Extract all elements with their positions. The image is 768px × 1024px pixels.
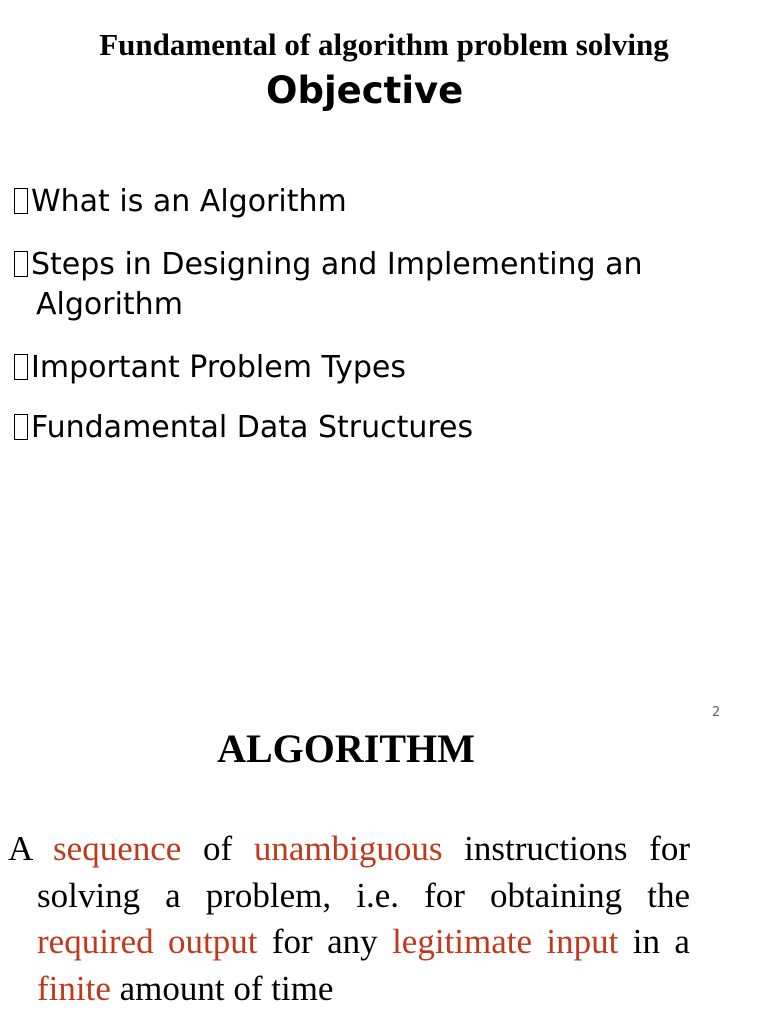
missing-glyph-bullet-icon: [14, 414, 28, 440]
highlight-term: sequence: [53, 829, 182, 868]
bullet-label: Steps in Designing and Implementing an: [31, 247, 643, 282]
bullet-label: What is an Algorithm: [31, 184, 347, 219]
highlight-term: unambiguous: [253, 829, 443, 868]
bullet-item-what-is-algorithm: [14, 182, 347, 222]
bullet-label: Important Problem Types: [31, 350, 406, 385]
definition-text: instructions for solving a problem, i.e. for obtaining the: [37, 829, 690, 915]
highlight-term: finite: [37, 968, 111, 1008]
highlight-term: legitimate input: [392, 922, 619, 961]
missing-glyph-bullet-icon: [14, 354, 28, 380]
bullet-item-data-structures: [14, 408, 473, 448]
definition-text: amount of time: [110, 968, 334, 1008]
document-title: Fundamental of algorithm problem solving: [99, 27, 669, 62]
page-number: 2: [712, 705, 721, 720]
definition-text: in a: [618, 922, 690, 961]
bullet-continuation: Algorithm: [36, 287, 183, 322]
highlight-term: required output: [37, 922, 258, 961]
bullet-item-problem-types: [14, 348, 406, 388]
definition-text: for any: [257, 922, 393, 961]
bullet-label: Fundamental Data Structures: [31, 410, 474, 445]
missing-glyph-bullet-icon: [14, 188, 28, 214]
objective-heading: Objective: [266, 69, 464, 112]
bullet-item-steps-designing: [14, 245, 643, 325]
algorithm-heading: ALGORITHM: [217, 726, 475, 771]
definition-text: of: [181, 829, 254, 868]
missing-glyph-bullet-icon: [14, 251, 28, 277]
algorithm-definition: [8, 826, 690, 1012]
definition-text: A: [8, 829, 54, 868]
